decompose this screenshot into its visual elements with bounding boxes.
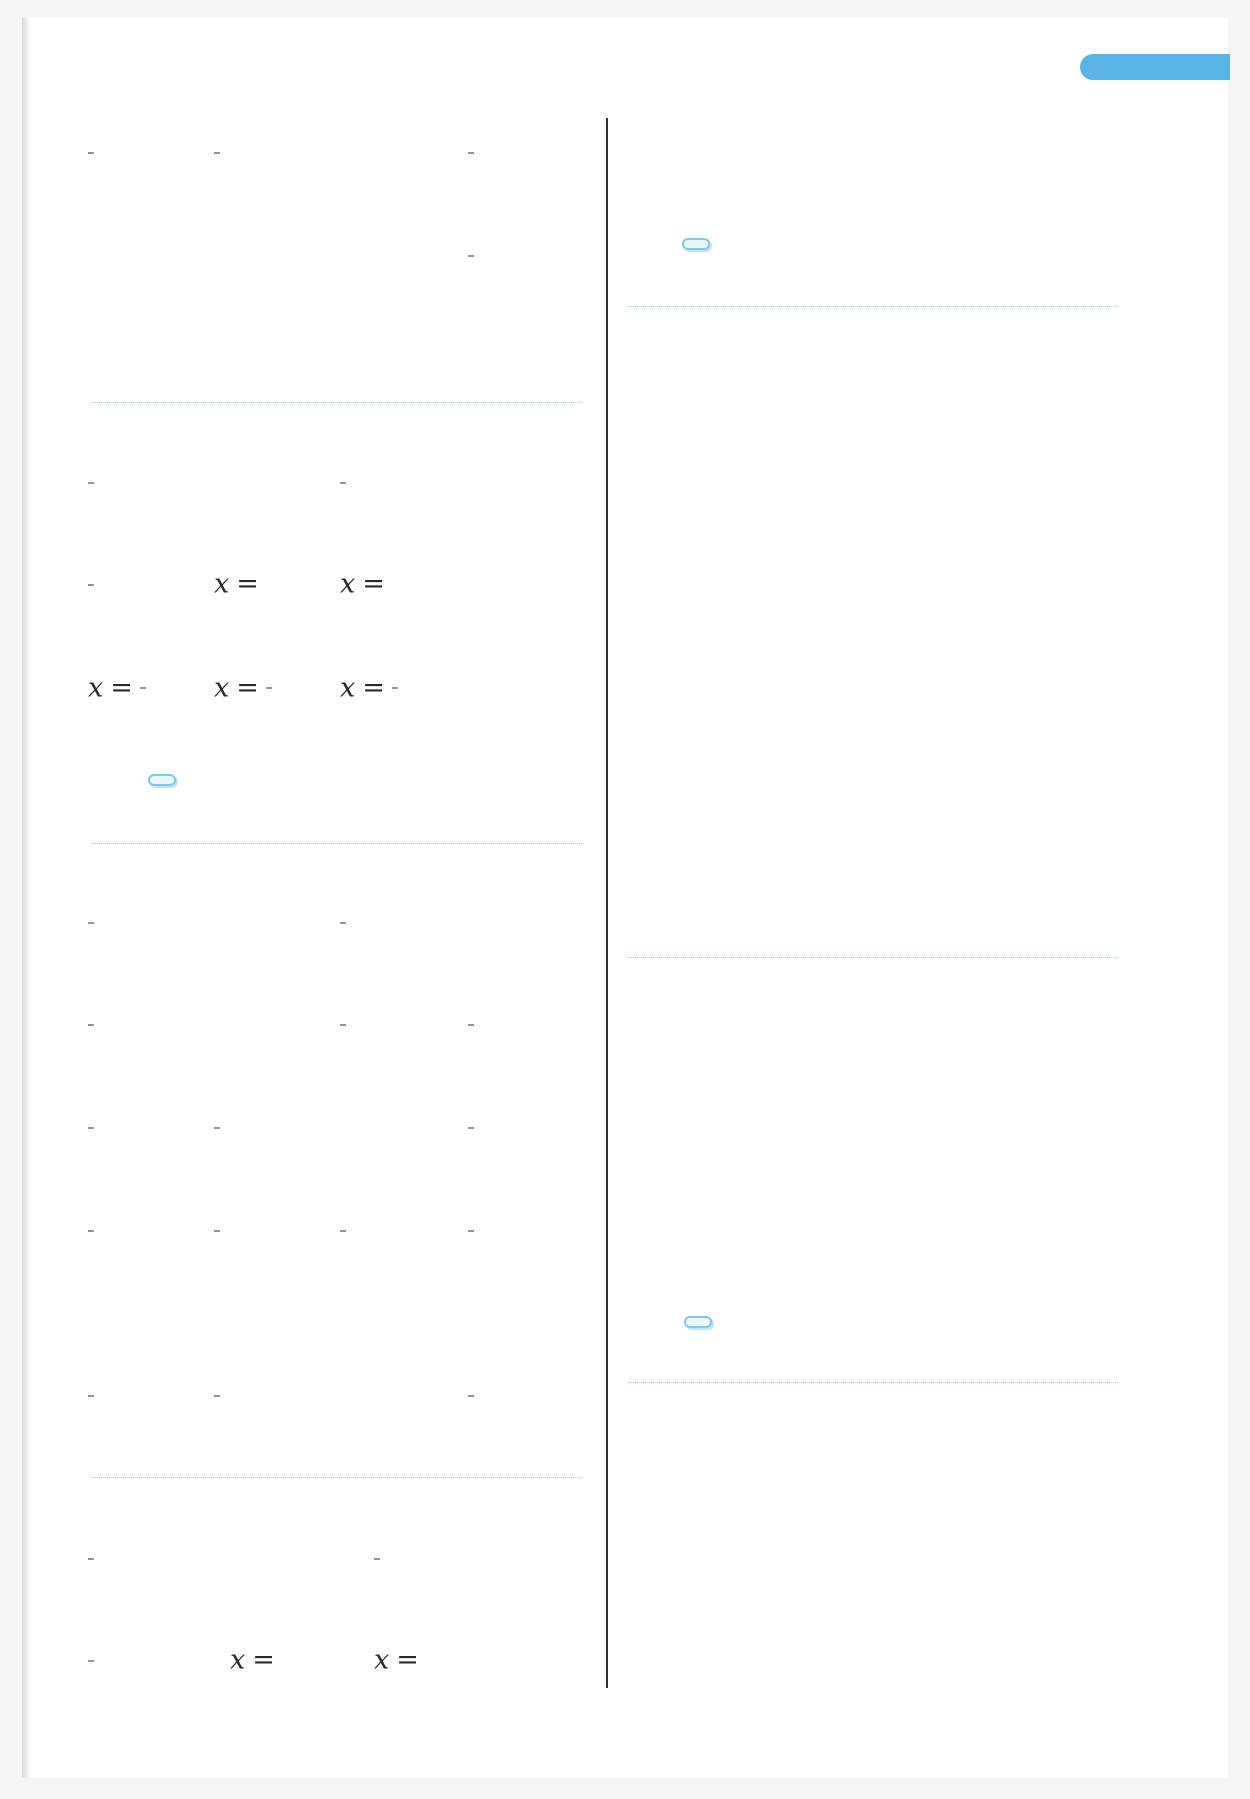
answer-page — [22, 18, 1228, 1778]
equation — [340, 568, 392, 600]
lesson-6-heading — [148, 774, 188, 786]
variable-x: x — [340, 568, 356, 600]
equation — [214, 568, 266, 600]
section-divider-line — [92, 402, 582, 403]
answer-item — [340, 568, 392, 600]
lesson-badge — [682, 238, 710, 250]
answer-item — [340, 672, 398, 704]
answer-item — [88, 672, 146, 704]
equals-sign: = — [236, 672, 259, 704]
fraction-denominator — [88, 483, 94, 488]
answer-item — [340, 469, 346, 496]
answer-key-tag — [1080, 54, 1230, 80]
fraction-denominator — [468, 153, 474, 158]
fraction — [140, 684, 146, 693]
fraction — [468, 1124, 474, 1133]
answer-item — [88, 1217, 94, 1244]
fraction-denominator — [340, 1025, 346, 1030]
fraction-denominator — [140, 688, 146, 693]
fraction — [468, 1227, 474, 1236]
answer-item — [230, 1644, 282, 1676]
fraction — [88, 919, 94, 928]
answer-item — [214, 139, 220, 166]
fraction — [88, 1657, 94, 1666]
answer-item — [88, 1382, 94, 1409]
variable-x: x — [88, 672, 104, 704]
lesson-8-heading — [684, 1316, 724, 1328]
fraction-denominator — [214, 1231, 220, 1236]
answer-item — [88, 571, 94, 598]
fraction-denominator — [88, 585, 94, 590]
section-divider-line — [628, 1382, 1118, 1383]
answer-item — [340, 909, 346, 936]
fraction-denominator — [214, 1128, 220, 1133]
answer-item — [214, 1114, 220, 1141]
answer-item — [374, 1644, 426, 1676]
fraction-denominator — [468, 1231, 474, 1236]
fraction — [88, 1227, 94, 1236]
answer-item — [88, 469, 94, 496]
fraction-denominator — [468, 1396, 474, 1401]
variable-x: x — [230, 1644, 246, 1676]
fraction-denominator — [374, 1559, 380, 1564]
equation — [214, 672, 272, 704]
variable-x: x — [214, 672, 230, 704]
fraction — [214, 149, 220, 158]
answer-item — [214, 568, 266, 600]
equation — [374, 1644, 426, 1676]
fraction — [392, 684, 398, 693]
fraction-denominator — [340, 923, 346, 928]
answer-item — [468, 1114, 474, 1141]
fraction-denominator — [468, 1128, 474, 1133]
variable-x: x — [374, 1644, 390, 1676]
answer-item — [214, 672, 272, 704]
answer-item — [340, 1011, 346, 1038]
fraction-denominator — [340, 483, 346, 488]
lesson-badge — [148, 774, 176, 786]
section-divider-line — [628, 306, 1118, 307]
fraction-denominator — [88, 1559, 94, 1564]
equals-sign: = — [110, 672, 133, 704]
variable-x: x — [214, 568, 230, 600]
fraction — [340, 1227, 346, 1236]
fraction — [214, 1124, 220, 1133]
fraction — [88, 479, 94, 488]
fraction — [214, 1227, 220, 1236]
equation — [230, 1644, 282, 1676]
answer-item — [214, 1382, 220, 1409]
answer-item — [468, 139, 474, 166]
fraction — [468, 149, 474, 158]
fraction-denominator — [214, 1396, 220, 1401]
page-spine-shadow — [22, 18, 30, 1778]
fraction-denominator — [88, 153, 94, 158]
fraction — [266, 684, 272, 693]
fraction-denominator — [88, 1128, 94, 1133]
equation — [88, 672, 146, 704]
answer-item — [88, 1647, 94, 1674]
equals-sign: = — [362, 672, 385, 704]
variable-x: x — [340, 672, 356, 704]
fraction-denominator — [88, 1661, 94, 1666]
equals-sign: = — [236, 568, 259, 600]
answer-item — [88, 1114, 94, 1141]
fraction — [340, 1021, 346, 1030]
fraction — [214, 1392, 220, 1401]
answer-item — [214, 1217, 220, 1244]
section-divider-line — [92, 1477, 582, 1478]
fraction — [88, 149, 94, 158]
fraction — [88, 581, 94, 590]
section-divider-line — [628, 957, 1118, 958]
answer-item — [468, 1382, 474, 1409]
answer-item — [88, 1011, 94, 1038]
fraction — [340, 479, 346, 488]
fraction-denominator — [214, 153, 220, 158]
column-divider — [606, 118, 608, 1688]
answer-item — [88, 139, 94, 166]
fraction — [468, 1392, 474, 1401]
fraction-denominator — [88, 1025, 94, 1030]
section-divider-line — [92, 843, 582, 844]
answer-item — [88, 1545, 94, 1572]
lesson-badge — [684, 1316, 712, 1328]
answer-item — [468, 1217, 474, 1244]
fraction-denominator — [468, 256, 474, 261]
fraction — [468, 1021, 474, 1030]
equals-sign: = — [362, 568, 385, 600]
fraction-denominator — [468, 1025, 474, 1030]
fraction-denominator — [88, 1396, 94, 1401]
equation — [340, 672, 398, 704]
answer-item — [340, 1217, 346, 1244]
equals-sign: = — [252, 1644, 275, 1676]
answer-item — [468, 242, 474, 269]
answer-item — [468, 1011, 474, 1038]
answer-item — [88, 909, 94, 936]
fraction — [88, 1392, 94, 1401]
fraction — [468, 252, 474, 261]
fraction-denominator — [392, 688, 398, 693]
fraction — [88, 1124, 94, 1133]
fraction — [340, 919, 346, 928]
fraction-denominator — [340, 1231, 346, 1236]
fraction — [88, 1555, 94, 1564]
fraction — [88, 1021, 94, 1030]
answer-item — [374, 1545, 380, 1572]
fraction — [374, 1555, 380, 1564]
lesson-7-heading — [682, 238, 722, 250]
fraction-denominator — [266, 688, 272, 693]
fraction-denominator — [88, 1231, 94, 1236]
fraction-denominator — [88, 923, 94, 928]
equals-sign: = — [396, 1644, 419, 1676]
